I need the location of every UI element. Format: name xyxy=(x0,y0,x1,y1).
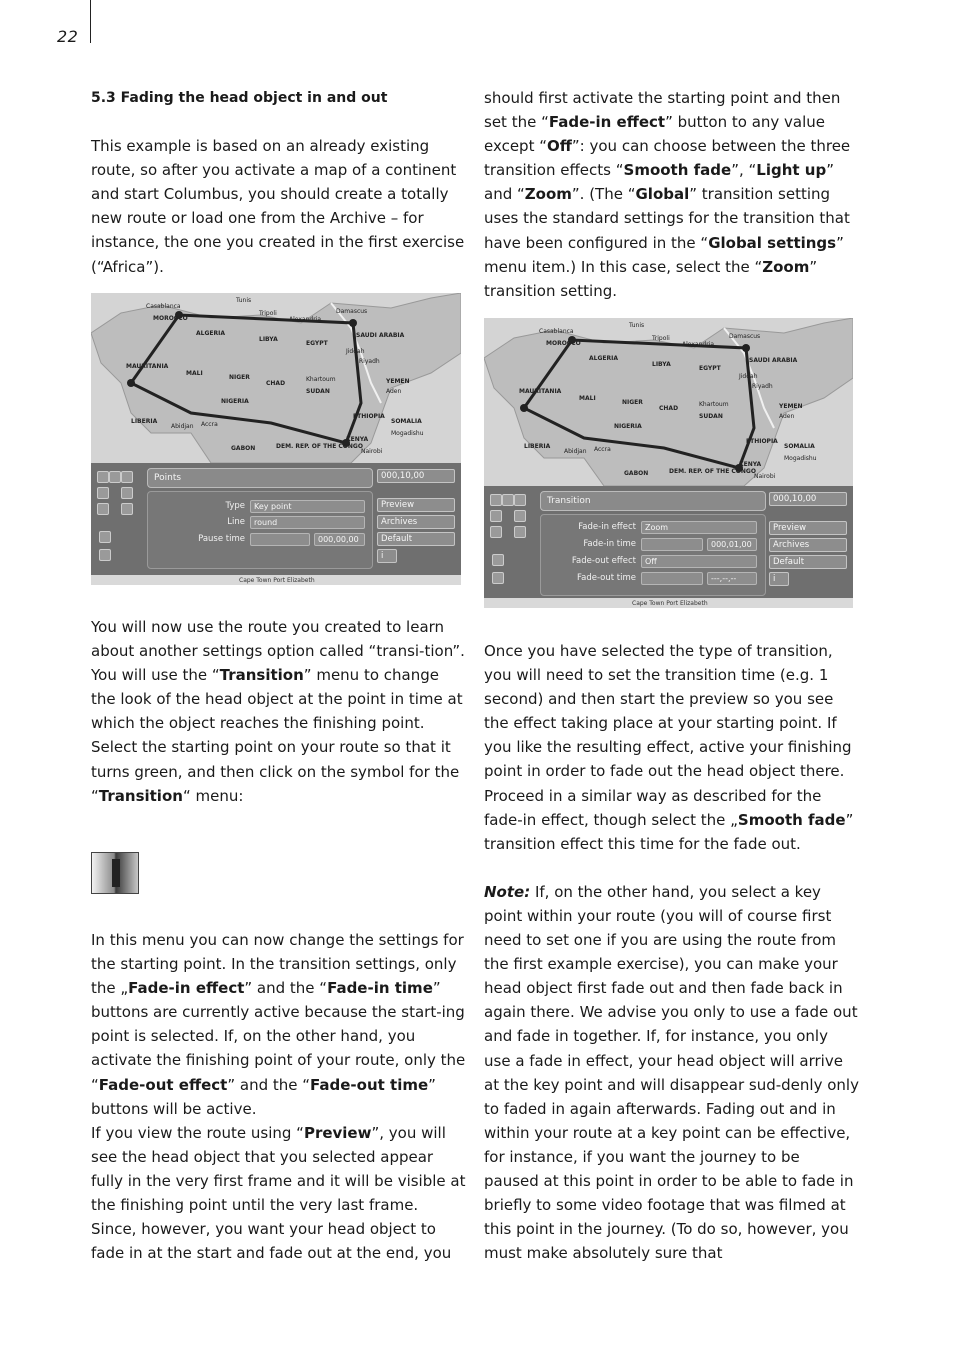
screenshot-transition-menu xyxy=(484,318,853,608)
map-label: GABON xyxy=(624,470,649,477)
nav-icon[interactable] xyxy=(109,471,121,483)
pause-slider[interactable] xyxy=(250,533,310,546)
map-label: NIGERIA xyxy=(614,423,642,430)
map-label: SOMALIA xyxy=(391,418,422,425)
map-label: Accra xyxy=(594,446,611,453)
map-label: MAURITANIA xyxy=(519,388,562,395)
map-label: CHAD xyxy=(266,380,286,387)
map-caption: Cape Town Port Elizabeth xyxy=(632,600,708,607)
row-label: Pause time xyxy=(198,534,245,544)
map-label: SOMALIA xyxy=(784,443,815,450)
map-label: Casablanca xyxy=(146,303,181,310)
transition-panel xyxy=(484,486,853,598)
map-label: Alexandria xyxy=(682,341,715,348)
section-heading: 5.3 Fading the head object in and out xyxy=(91,90,388,106)
panel-body xyxy=(540,514,766,596)
eye-icon[interactable] xyxy=(121,471,133,483)
right-column-bottom xyxy=(484,639,859,1265)
map-label: Khartoum xyxy=(699,401,729,408)
map-label: MOROCCO xyxy=(153,315,188,322)
map-label: Riyadh xyxy=(752,383,773,390)
row-fade-out-time xyxy=(577,572,757,585)
panel-title: Transition xyxy=(540,491,766,511)
map-label: EGYPT xyxy=(306,340,328,347)
map-label: Khartoum xyxy=(306,376,336,383)
row-label: Line xyxy=(227,517,245,527)
settings-icon[interactable] xyxy=(514,526,526,538)
paragraph: This example is based on an already existing route, so after you activate a map of a continent and start Columbus, you should create a totally new route or load one from the Archive – for instance, the one you created in the first exercise (“Africa”). xyxy=(91,137,465,276)
map-label: SUDAN xyxy=(306,388,330,395)
map-label: SAUDI ARABIA xyxy=(749,357,798,364)
clock-icon[interactable] xyxy=(97,503,109,515)
map-label: ALGERIA xyxy=(196,330,225,337)
paragraph: Note: If, on the other hand, you select a key point within your route (you will of course first need to set one if you are using the route from the first example exercise), you can make your head object first fade out and then fade back in again there. We advise you only to use a fade out and fade in together. If, for instance, you only use a fade in effect, your head object will arrive at the key point and will disappear sud-denly only to faded in again afterwards. Fading out and in within your route at a key point can be effective, for instance, if you want the journey to be paused at this point in order to be able to fade in briefly to some video footage that was filmed at this point in the journey. (To do so, however, you must make absolutely sure that xyxy=(484,882,859,1263)
map-label: Aden xyxy=(386,388,402,395)
row-line xyxy=(227,516,365,529)
map-label: ETHIOPIA xyxy=(353,413,385,420)
text-icon[interactable] xyxy=(121,487,133,499)
map-label: Abidjan xyxy=(171,423,194,430)
type-select[interactable]: Key point xyxy=(250,500,365,513)
map-label: MALI xyxy=(579,395,596,402)
right-column-top xyxy=(484,86,859,303)
transition-icon[interactable] xyxy=(490,510,502,522)
info-button[interactable]: i xyxy=(769,572,789,586)
screen-icon[interactable] xyxy=(99,531,111,543)
text-icon[interactable] xyxy=(514,510,526,522)
time-display: 000,10,00 xyxy=(769,492,847,506)
info-button[interactable]: i xyxy=(377,549,397,563)
left-column-bottom xyxy=(91,928,466,1265)
map-label: DEM. REP. OF THE CONGO xyxy=(669,468,756,475)
row-label: Fade-out effect xyxy=(571,556,636,566)
arrows-icon[interactable] xyxy=(492,572,504,584)
map-label: Mogadishu xyxy=(391,430,424,437)
header-rule xyxy=(90,0,91,43)
screenshot-points-menu xyxy=(91,293,461,585)
left-column-top xyxy=(91,86,466,279)
map-label: GABON xyxy=(231,445,256,452)
row-type xyxy=(225,500,365,513)
row-label: Fade-in effect xyxy=(578,522,636,532)
africa-map xyxy=(91,293,461,463)
map-label: NIGERIA xyxy=(221,398,249,405)
map-label: Alexandria xyxy=(289,316,322,323)
fade-out-effect-select[interactable]: Off xyxy=(641,555,757,568)
paragraph: If you view the route using “Preview”, you will see the head object that you selected appear fully in the very first frame and it will be visible at the finishing point until the very last frame. Since, however, you want your head object to fade in at the start and fade out at the end, you xyxy=(91,1123,466,1263)
preview-button[interactable]: Preview xyxy=(377,498,455,512)
row-fade-out-effect xyxy=(571,555,757,568)
map-label: Nairobi xyxy=(754,473,776,480)
archives-button[interactable]: Archives xyxy=(377,515,455,529)
map-label: SUDAN xyxy=(699,413,723,420)
map-label: YEMEN xyxy=(779,403,803,410)
paragraph: You will now use the route you created to learn about another settings option called “transi-tion”. xyxy=(91,618,465,661)
points-panel xyxy=(91,463,461,575)
fade-out-time-value[interactable]: ---,--,-- xyxy=(707,572,757,585)
fade-in-time-value[interactable]: 000,01,00 xyxy=(707,538,757,551)
map-label: MALI xyxy=(186,370,203,377)
map-label: ALGERIA xyxy=(589,355,618,362)
africa-map xyxy=(484,318,853,486)
fade-in-time-slider[interactable] xyxy=(641,538,703,551)
map-label: MOROCCO xyxy=(546,340,581,347)
nav-icon[interactable] xyxy=(502,494,514,506)
map-label: Accra xyxy=(201,421,218,428)
left-column-mid xyxy=(91,615,466,808)
preview-button[interactable]: Preview xyxy=(769,521,847,535)
fade-in-effect-select[interactable]: Zoom xyxy=(641,521,757,534)
map-label: Damascus xyxy=(336,308,368,315)
paragraph: should first activate the starting point and then set the “Fade-in effect” button to any value except “Off”: you can choose between the three transition effects “Smooth fade”, “Light up” and “Zoom”. (The “Global” transition setting uses the standard settings for the transition that have been configured in the “Global settings” menu item.) In this case, select the “Zoom” transition setting. xyxy=(484,89,851,300)
eye-icon[interactable] xyxy=(514,494,526,506)
map-label: Mogadishu xyxy=(784,455,817,462)
map-caption: Cape Town Port Elizabeth xyxy=(239,577,315,584)
paragraph: Once you have selected the type of transition, you will need to set the transition time (e.g. 1 second) and then start the preview so you see the effect taking place at your starting point. If you like the resulting effect, active your finishing point in order to fade out the head object there. Proceed in a similar way as described for the fade-in effect, though select the „Smooth fade” transition effect this time for the fade out. xyxy=(484,642,854,853)
map-label: Riyadh xyxy=(359,358,380,365)
map-label: Jiddah xyxy=(346,348,365,355)
map-label: SAUDI ARABIA xyxy=(356,332,405,339)
panel-body xyxy=(147,491,373,569)
paragraph: In this menu you can now change the settings for the starting point. In the transition settings, only the „Fade-in effect” and the “Fade-in time” buttons are currently active because the start-ing point is selected. If, on the other hand, you activate the finishing point of your route, only the “Fade-out effect” and the “Fade-out time” buttons will be active. xyxy=(91,931,466,1118)
transition-icon[interactable] xyxy=(97,487,109,499)
row-label: Fade-in time xyxy=(583,539,636,549)
arrows-icon[interactable] xyxy=(99,549,111,561)
map-label: CHAD xyxy=(659,405,679,412)
map-label: Aden xyxy=(779,413,795,420)
map-label: Casablanca xyxy=(539,328,574,335)
time-display: 000,10,00 xyxy=(377,469,455,483)
screen-icon[interactable] xyxy=(492,554,504,566)
map-label: DEM. REP. OF THE CONGO xyxy=(276,443,363,450)
map-label: Tunis xyxy=(236,297,252,304)
paragraph: You will use the “Transition” menu to change the look of the head object at the point in time at which the object reaches the finishing point. Select the starting point on your route so that it turns green, and then click on the symbol for the “Transition“ menu: xyxy=(91,666,463,805)
settings-icon[interactable] xyxy=(121,503,133,515)
map-label: MAURITANIA xyxy=(126,363,169,370)
row-fade-in-effect xyxy=(578,521,757,534)
pause-time-value[interactable]: 000,00,00 xyxy=(314,533,365,546)
archives-button[interactable]: Archives xyxy=(769,538,847,552)
map-label: NIGER xyxy=(622,399,643,406)
map-label: EGYPT xyxy=(699,365,721,372)
map-label: LIBYA xyxy=(652,361,671,368)
map-label: ETHIOPIA xyxy=(746,438,778,445)
nav-icon[interactable] xyxy=(97,471,109,483)
map-label: Tunis xyxy=(629,322,645,329)
panel-title: Points xyxy=(147,468,373,488)
map-label: Nairobi xyxy=(361,448,383,455)
map-label: LIBERIA xyxy=(524,443,551,450)
map-label: YEMEN xyxy=(386,378,410,385)
map-label: Abidjan xyxy=(564,448,587,455)
transition-menu-icon xyxy=(91,852,139,894)
default-button[interactable]: Default xyxy=(377,532,455,546)
row-label: Fade-out time xyxy=(577,573,636,583)
page-number: 22 xyxy=(57,27,79,46)
fade-out-time-slider[interactable] xyxy=(641,572,703,585)
map-label: LIBYA xyxy=(259,336,278,343)
nav-icon[interactable] xyxy=(490,494,502,506)
line-select[interactable]: round xyxy=(250,516,365,529)
map-label: Tripoli xyxy=(652,335,670,342)
clock-icon[interactable] xyxy=(490,526,502,538)
map-label: NIGER xyxy=(229,374,250,381)
map-label: KENYA xyxy=(346,436,369,443)
row-pause xyxy=(198,533,365,546)
map-label: Jiddah xyxy=(739,373,758,380)
map-label: KENYA xyxy=(739,461,762,468)
map-label: Damascus xyxy=(729,333,761,340)
row-label: Type xyxy=(225,501,245,511)
map-label: Tripoli xyxy=(259,310,277,317)
map-label: LIBERIA xyxy=(131,418,158,425)
default-button[interactable]: Default xyxy=(769,555,847,569)
row-fade-in-time xyxy=(583,538,757,551)
